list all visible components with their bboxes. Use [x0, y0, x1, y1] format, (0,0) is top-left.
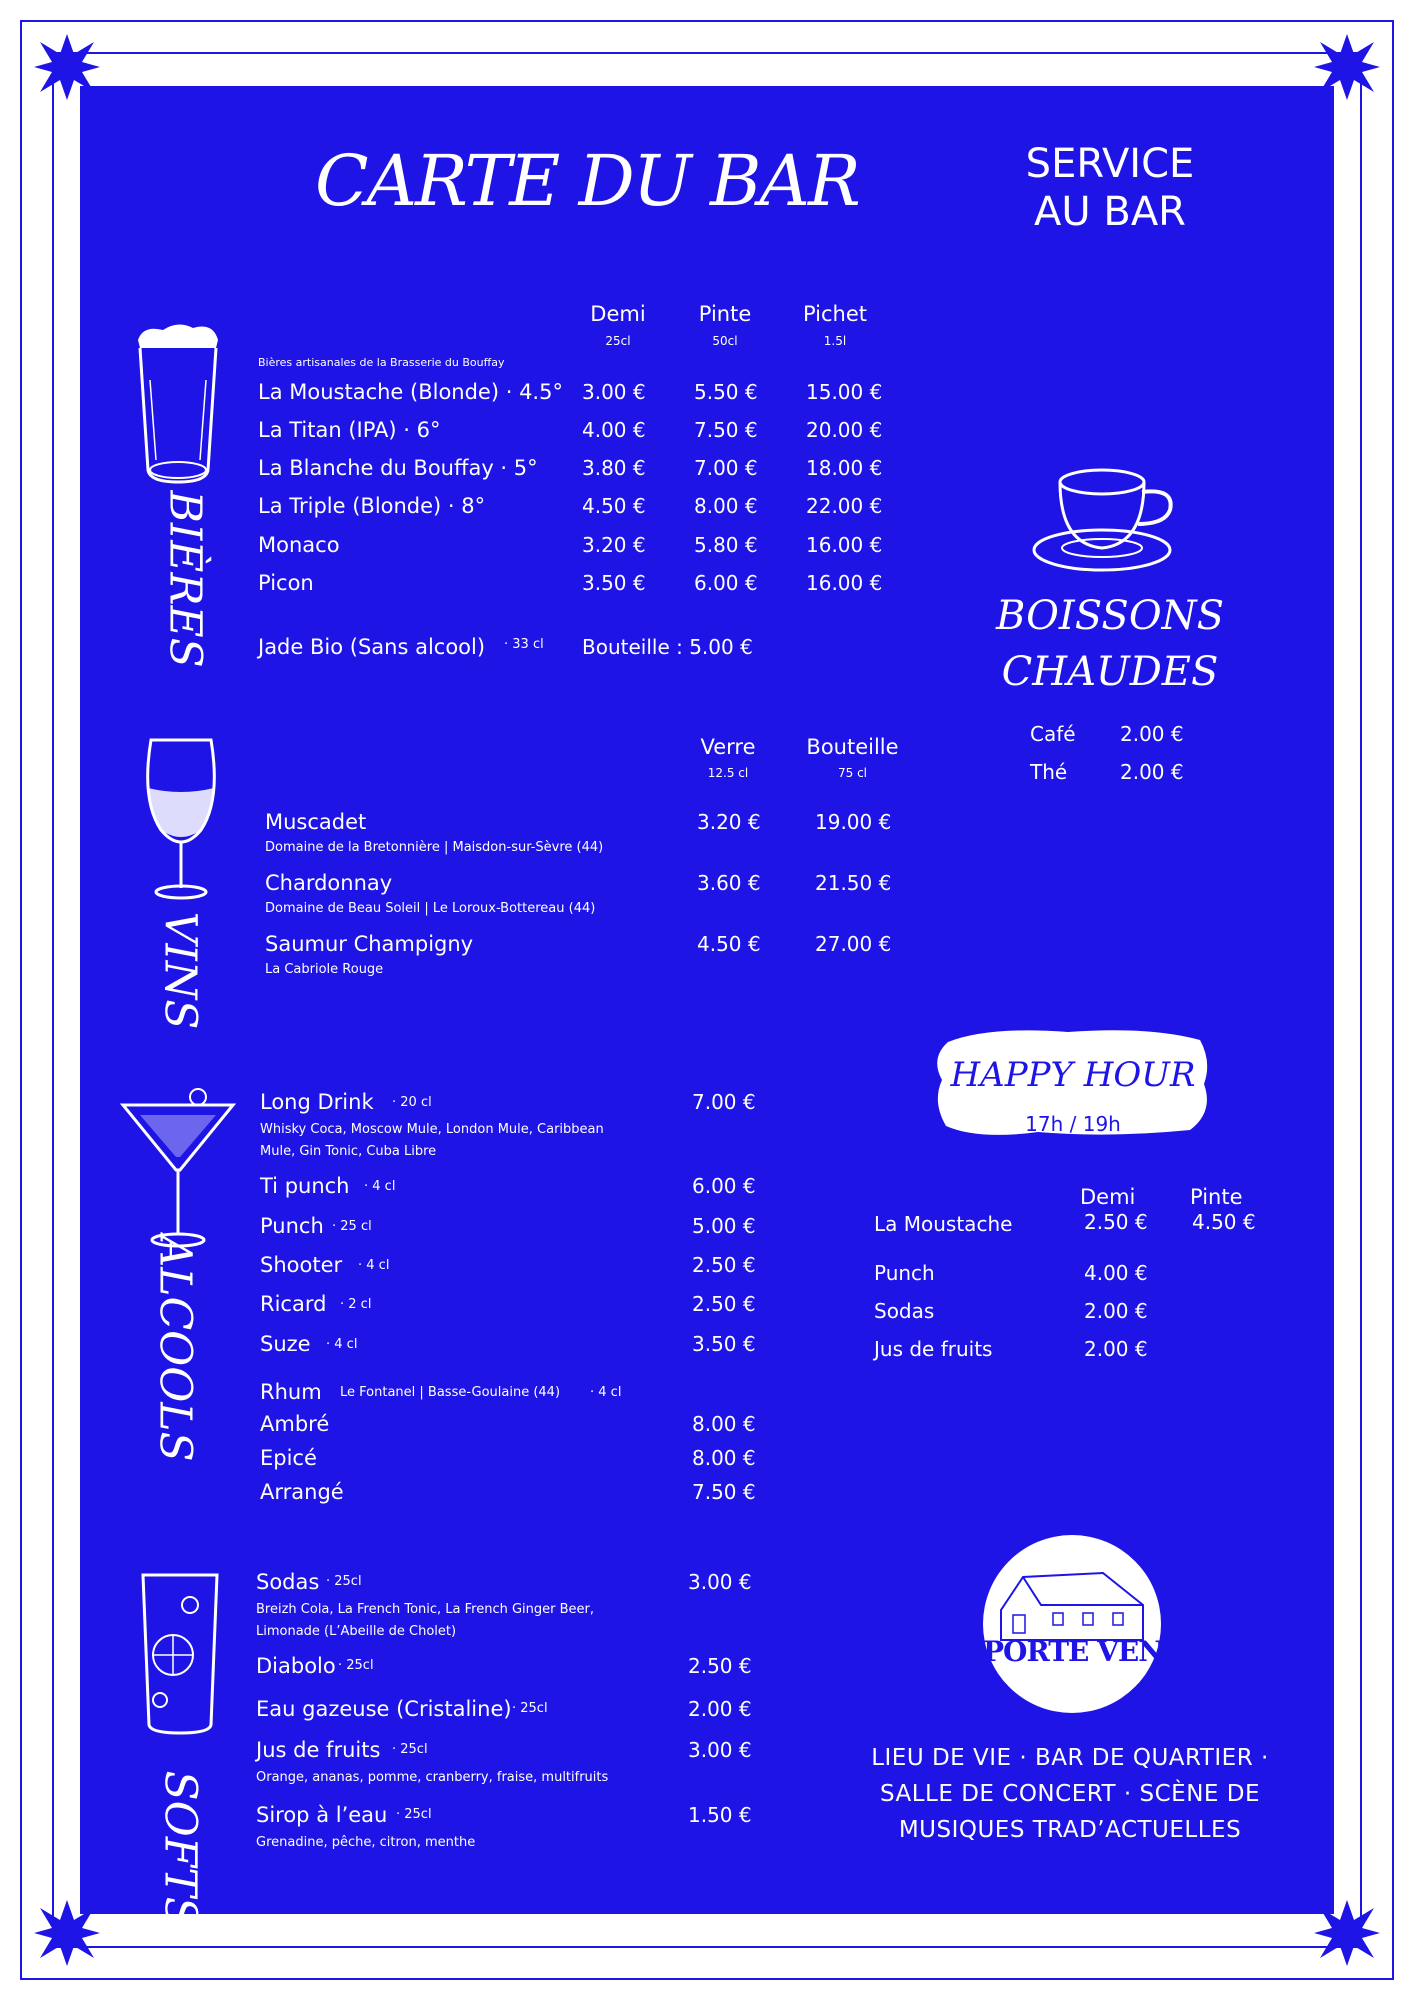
item-name: Diabolo — [256, 1654, 336, 1678]
wine-glass-icon — [136, 730, 226, 905]
price-pichet: 16.00 € — [806, 571, 883, 595]
list-item — [260, 1090, 780, 1160]
list-item — [874, 1299, 1274, 1329]
list-item — [260, 1214, 780, 1244]
item-name: Sodas — [256, 1570, 320, 1594]
service-line2: AU BAR — [1034, 189, 1186, 235]
item-price: 2.00 € — [1120, 760, 1184, 784]
item-price: 2.50 € — [692, 1253, 756, 1277]
list-item — [874, 1337, 1274, 1367]
price-verre: 4.50 € — [697, 932, 761, 956]
price-pinte: 4.50 € — [1192, 1210, 1256, 1234]
section-label-vins: VINS — [154, 911, 206, 1030]
col-demi: Demi — [590, 302, 646, 326]
col-verre-sub: 12.5 cl — [707, 766, 749, 780]
list-item — [265, 871, 915, 921]
price-demi: 3.50 € — [582, 571, 646, 595]
item-price: 2.50 € — [688, 1654, 752, 1678]
list-item — [258, 571, 918, 601]
price-pichet: 22.00 € — [806, 494, 883, 518]
price-bouteille: 27.00 € — [815, 932, 892, 956]
item-name: Café — [1030, 722, 1076, 746]
price-bouteille: 21.50 € — [815, 871, 892, 895]
price-pichet: 15.00 € — [806, 380, 883, 404]
beer-glass-icon — [128, 320, 228, 490]
item-price: 3.50 € — [692, 1332, 756, 1356]
list-item — [265, 810, 915, 860]
item-name: Rhum — [260, 1380, 322, 1404]
item-size: · 4 cl — [364, 1179, 396, 1194]
item-size: · 25cl — [396, 1807, 432, 1822]
item-name: Jade Bio (Sans alcool) — [258, 635, 486, 659]
item-name: Chardonnay — [265, 871, 393, 895]
list-item — [874, 1210, 1274, 1240]
item-size: · 25cl — [392, 1742, 428, 1757]
star-icon — [32, 1898, 102, 1968]
list-item — [256, 1697, 776, 1727]
list-item — [256, 1654, 776, 1684]
footer-line2: SALLE DE CONCERT · SCÈNE DE — [879, 1781, 1261, 1807]
price-pinte: 5.50 € — [694, 380, 758, 404]
col-bouteille-sub: 75 cl — [837, 766, 867, 780]
price-pinte: 6.00 € — [694, 571, 758, 595]
item-desc: Whisky Coca, Moscow Mule, London Mule, Caribbean — [260, 1122, 604, 1137]
item-desc: Domaine de la Bretonnière | Maisdon-sur-Sèvre (44) — [265, 840, 604, 855]
item-size: · 33 cl — [504, 637, 544, 652]
footer-line1: LIEU DE VIE · BAR DE QUARTIER · — [871, 1745, 1269, 1771]
item-desc: Le Fontanel | Basse-Goulaine (44) — [340, 1385, 561, 1400]
col-pichet: Pichet — [802, 302, 868, 326]
list-item — [258, 494, 918, 524]
item-size: · 4 cl — [326, 1337, 358, 1352]
price-verre: 3.60 € — [697, 871, 761, 895]
star-icon — [1312, 1898, 1382, 1968]
item-size: · 25cl — [326, 1574, 362, 1589]
col-verre: Verre — [700, 735, 756, 759]
cocktail-glass-icon — [118, 1085, 238, 1255]
item-name: La Blanche du Bouffay · 5° — [258, 456, 538, 480]
service-line1: SERVICE — [1025, 141, 1195, 187]
item-name: La Titan (IPA) · 6° — [258, 418, 441, 442]
soft-drink-glass-icon — [135, 1565, 225, 1740]
col-pinte: Pinte — [698, 302, 752, 326]
list-item — [260, 1446, 780, 1476]
item-name: La Moustache (Blonde) · 4.5° — [258, 380, 563, 404]
price-pinte: 7.50 € — [694, 418, 758, 442]
list-item — [260, 1332, 780, 1362]
item-name: Sodas — [874, 1299, 935, 1323]
item-name: Ambré — [260, 1412, 330, 1436]
item-name: Jus de fruits — [874, 1337, 993, 1361]
col-pinte-sub: 50cl — [712, 334, 738, 348]
item-name: Punch — [260, 1214, 324, 1238]
list-item — [258, 456, 918, 486]
item-price: 8.00 € — [692, 1446, 756, 1470]
item-size: · 25cl — [338, 1658, 374, 1673]
venue-description — [820, 1740, 1320, 1848]
item-name: Arrangé — [260, 1480, 344, 1504]
item-price: 6.00 € — [692, 1174, 756, 1198]
item-size: · 25 cl — [332, 1219, 372, 1234]
item-desc: Grenadine, pêche, citron, menthe — [256, 1835, 476, 1850]
section-label-softs: SOFTS — [154, 1770, 206, 1927]
boissons-title-line1: BOISSONS — [995, 593, 1225, 639]
item-desc: Breizh Cola, La French Tonic, La French Ginger Beer, — [256, 1602, 595, 1617]
list-item — [260, 1380, 780, 1410]
boissons-title-line2: CHAUDES — [1001, 649, 1219, 695]
star-icon — [32, 32, 102, 102]
item-name: Ti punch — [260, 1174, 350, 1198]
list-item — [265, 932, 915, 982]
item-name: Ricard — [260, 1292, 327, 1316]
list-item — [258, 418, 918, 448]
list-item — [260, 1412, 780, 1442]
col-bouteille: Bouteille — [806, 735, 899, 759]
item-price: 7.00 € — [692, 1090, 756, 1114]
col-demi-sub: 25cl — [605, 334, 631, 348]
service-au-bar — [980, 140, 1240, 236]
section-label-bieres: BIÈRES — [159, 490, 211, 668]
item-name: Eau gazeuse (Cristaline) — [256, 1697, 512, 1721]
price-demi: 4.00 € — [582, 418, 646, 442]
item-price: 2.00 € — [1084, 1299, 1148, 1323]
price-demi: 3.80 € — [582, 456, 646, 480]
item-price: 2.00 € — [688, 1697, 752, 1721]
price-pinte: 8.00 € — [694, 494, 758, 518]
item-name: Long Drink — [260, 1090, 374, 1114]
item-price: 7.50 € — [692, 1480, 756, 1504]
item-name: Jus de fruits — [256, 1738, 381, 1762]
item-price: 3.00 € — [688, 1570, 752, 1594]
item-size: · 4 cl — [590, 1385, 622, 1400]
item-size: · 4 cl — [358, 1258, 390, 1273]
price-bouteille: Bouteille : 5.00 € — [582, 635, 753, 659]
happy-hour-title: · HAPPY HOUR · — [928, 1055, 1218, 1095]
section-label-alcools: ALCOOLS — [149, 1235, 201, 1462]
price-pinte: 7.00 € — [694, 456, 758, 480]
list-item — [256, 1738, 776, 1788]
boissons-chaudes-title — [990, 588, 1230, 700]
list-item — [256, 1803, 776, 1853]
logo-text: PORTE VENT — [983, 1635, 1183, 1668]
price-pichet: 18.00 € — [806, 456, 883, 480]
item-price: 2.00 € — [1084, 1337, 1148, 1361]
item-desc: Orange, ananas, pomme, cranberry, fraise, multifruits — [256, 1770, 609, 1785]
item-name: Monaco — [258, 533, 340, 557]
item-price: 1.50 € — [688, 1803, 752, 1827]
item-price: 8.00 € — [692, 1412, 756, 1436]
list-item — [258, 380, 918, 410]
footer-line3: MUSIQUES TRAD’ACTUELLES — [898, 1817, 1242, 1843]
item-desc: Mule, Gin Tonic, Cuba Libre — [260, 1144, 437, 1159]
list-item — [258, 635, 918, 665]
item-size: · 25cl — [512, 1701, 548, 1716]
item-name: Muscadet — [265, 810, 367, 834]
porte-vent-logo — [983, 1535, 1183, 1713]
page-title: CARTE DU BAR — [315, 140, 859, 222]
price-demi: 2.50 € — [1084, 1210, 1148, 1234]
item-name: Punch — [874, 1261, 935, 1285]
item-price: 2.50 € — [692, 1292, 756, 1316]
item-price: 4.00 € — [1084, 1261, 1148, 1285]
house-illustration-icon — [983, 1535, 1183, 1713]
list-item — [260, 1174, 780, 1204]
item-desc: La Cabriole Rouge — [265, 962, 384, 977]
price-pinte: 5.80 € — [694, 533, 758, 557]
bieres-intro: Bières artisanales de la Brasserie du Bouffay — [258, 356, 505, 369]
coffee-cup-icon — [1030, 462, 1190, 577]
price-pichet: 20.00 € — [806, 418, 883, 442]
list-item — [258, 533, 918, 563]
price-demi: 3.20 € — [582, 533, 646, 557]
list-item — [256, 1570, 776, 1640]
col-pichet-sub: 1.5l — [823, 334, 847, 348]
item-name: Picon — [258, 571, 314, 595]
item-name: Sirop à l’eau — [256, 1803, 388, 1827]
list-item — [1030, 760, 1200, 790]
item-name: La Moustache — [874, 1212, 1013, 1236]
star-icon — [1312, 32, 1382, 102]
list-item — [260, 1292, 780, 1322]
happy-col-demi: Demi — [1080, 1185, 1136, 1209]
price-verre: 3.20 € — [697, 810, 761, 834]
item-price: 5.00 € — [692, 1214, 756, 1238]
item-name: La Triple (Blonde) · 8° — [258, 494, 486, 518]
item-size: · 2 cl — [340, 1297, 372, 1312]
item-size: · 20 cl — [392, 1095, 432, 1110]
item-price: 3.00 € — [688, 1738, 752, 1762]
item-desc: Domaine de Beau Soleil | Le Loroux-Bottereau (44) — [265, 901, 596, 916]
price-bouteille: 19.00 € — [815, 810, 892, 834]
item-name: Suze — [260, 1332, 311, 1356]
item-name: Saumur Champigny — [265, 932, 474, 956]
happy-hour-time: 17h / 19h — [1025, 1112, 1121, 1136]
item-price: 2.00 € — [1120, 722, 1184, 746]
list-item — [874, 1261, 1274, 1291]
happy-col-pinte: Pinte — [1190, 1185, 1243, 1209]
price-pichet: 16.00 € — [806, 533, 883, 557]
item-name: Epicé — [260, 1446, 317, 1470]
list-item — [260, 1480, 780, 1510]
list-item — [260, 1253, 780, 1283]
item-desc: Limonade (L’Abeille de Cholet) — [256, 1624, 457, 1639]
item-name: Shooter — [260, 1253, 343, 1277]
list-item — [1030, 722, 1200, 752]
item-name: Thé — [1030, 760, 1068, 784]
price-demi: 3.00 € — [582, 380, 646, 404]
price-demi: 4.50 € — [582, 494, 646, 518]
